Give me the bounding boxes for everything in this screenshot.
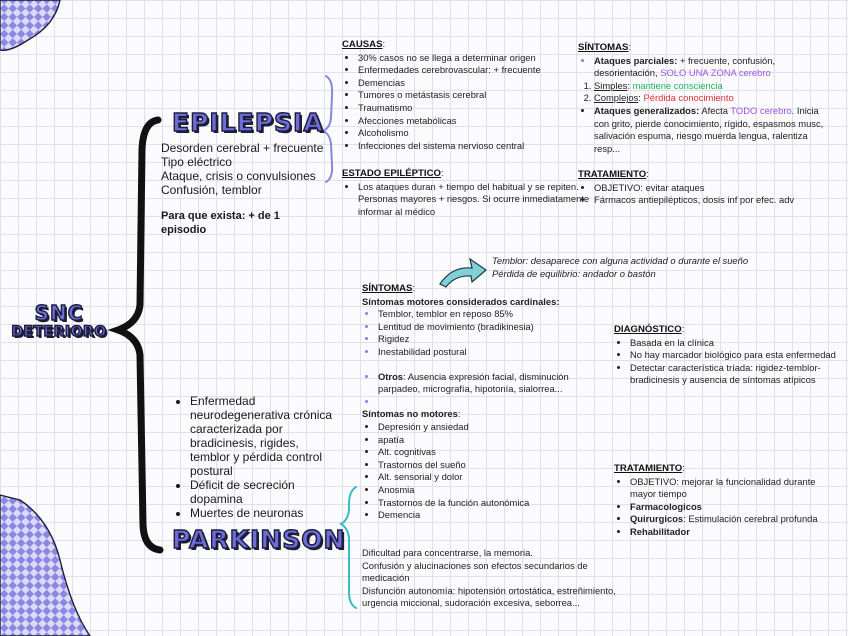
list-item: • Depresión y ansiedad bbox=[378, 421, 610, 434]
epilepsia-title: EPILEPSIA bbox=[172, 108, 324, 137]
list-item: • Rehabilitador bbox=[630, 526, 844, 539]
parkinson-extra: Dificultad para concentrarse, la memoria. Confusión y alucinaciones son efectos secundarios de medicación Disfunción autonomía: hipotensión ortostática, estreñimiento, urgencia miccional, sudoración excesiva, seborrea... bbox=[362, 547, 616, 609]
epilepsia-tratamiento-section: TRATAMIENTO: • OBJETIVO: evitar ataques • Fármacos antiepilépticos, dosis inf por efec. adv bbox=[578, 168, 836, 207]
causas-section: CAUSAS: • 30% casos no se llega a determinar origen • Enfermedades cerebrovascular: + frecuente • Demencias • Tumores o metástasis cerebral • Traumatismo • Afecciones metabólicas • Alcoholismo • Infecciones del sistema nervioso central bbox=[342, 38, 582, 152]
list-item: • Fármacos antiepilépticos, dosis inf por efec. adv bbox=[594, 194, 836, 207]
tratamiento-header: TRATAMIENTO bbox=[578, 169, 647, 180]
epilepsia-line: Tipo eléctrico bbox=[161, 155, 232, 169]
snc-title: SNC bbox=[34, 301, 84, 325]
list-item: 1. Simples: mantiene consciencia bbox=[594, 80, 836, 93]
estado-header: ESTADO EPILÉPTICO bbox=[342, 168, 441, 179]
list-item: • Enfermedad neurodegenerativa crónica caracterizada por bradicinesis, rigides, temblor y pérdida control postural bbox=[190, 394, 336, 478]
list-item: • Anosmia bbox=[378, 484, 610, 497]
list-item: • Traumatismo bbox=[358, 102, 582, 115]
list-item: • Demencia bbox=[378, 509, 610, 522]
list-item: • Infecciones del sistema nervioso central bbox=[358, 140, 582, 153]
epilepsia-para-que-exista: Para que exista: + de 1 episodio bbox=[161, 210, 280, 236]
sintomas-header: SÍNTOMAS bbox=[362, 283, 413, 294]
tratamiento-header: TRATAMIENTO bbox=[614, 463, 683, 474]
list-item: 2. Complejos: Pérdida conocimiento bbox=[594, 92, 836, 105]
motores-header: Síntomas motores considerados cardinales: bbox=[362, 295, 560, 307]
snc-subtitle: DETERIORO bbox=[11, 324, 107, 340]
list-item: • Tumores o metástasis cerebral bbox=[358, 89, 582, 102]
list-item: • Déficit de secreción dopamina bbox=[190, 478, 336, 506]
list-item: • Enfermedades cerebrovascular: + frecuente bbox=[358, 64, 582, 77]
parkinson-title: PARKINSON bbox=[172, 525, 346, 554]
list-item: • Otros: Ausencia expresión facial, disminución parpadeo, micrografía, hipotonía, sialorrea... bbox=[378, 371, 610, 396]
no-motores-header: Síntomas no motores bbox=[362, 408, 458, 420]
list-item: • Alt. sensorial y dolor bbox=[378, 471, 610, 484]
main-brace bbox=[118, 120, 160, 550]
parkinson-note: Temblor: desaparece con alguna actividad o durante el sueño Pérdida de equilibrio: andador o bastón bbox=[492, 255, 749, 279]
epilepsia-line: Confusión, temblor bbox=[161, 183, 262, 197]
checker-corner-bottom-left bbox=[0, 495, 90, 636]
list-item: • Trastornos de la función autonómica bbox=[378, 497, 610, 510]
list-item: • apatía bbox=[378, 434, 610, 447]
list-item: • Muertes de neuronas bbox=[190, 506, 336, 520]
list-item: • Alcoholismo bbox=[358, 127, 582, 140]
epilepsia-description bbox=[161, 141, 331, 237]
list-item: • Afecciones metabólicas bbox=[358, 115, 582, 128]
list-item: • OBJETIVO: evitar ataques bbox=[594, 182, 836, 195]
list-item: • Ataques generalizados: Afecta TODO cerebro. Inicia con grito, pierde conocimiento, rígido, espasmos musc, salivación espuma, riesgo muerda lengua, ralentiza resp... bbox=[594, 105, 836, 155]
parkinson-sintomas-section: SÍNTOMAS: Síntomas motores considerados cardinales: • Temblor, temblor en reposo 85% • Lentitud de movimiento (bradikinesia) • Rigidez • Inestabilidad postural • Otros: Ausencia expresión facial, disminución parpadeo, micrografía, hipotonía, sialorrea... • Síntomas no motores: • Depresión y ansiedad • apatía • Alt. cognitivas • Trastornos del sueño • Alt. sensorial y dolor • Anosmia • Trastornos de la función autonómica • Demencia bbox=[362, 282, 610, 522]
list-item: • Lentitud de movimiento (bradikinesia) bbox=[378, 321, 610, 334]
epilepsia-line: Desorden cerebral + frecuente bbox=[161, 141, 324, 155]
causas-header: CAUSAS bbox=[342, 39, 383, 50]
checker-corner-top-left bbox=[0, 0, 60, 50]
list-item: • Demencias bbox=[358, 77, 582, 90]
list-item: • 30% casos no se llega a determinar origen bbox=[358, 52, 582, 65]
list-item: • Alt. cognitivas bbox=[378, 446, 610, 459]
epilepsia-line: Ataque, crisis o convulsiones bbox=[161, 169, 316, 183]
list-item bbox=[378, 396, 610, 409]
estado-epileptico-section: ESTADO EPILÉPTICO: • Los ataques duran + tiempo del habitual y se repiten. Personas mayores + riesgos. Si ocurre inmediatamente informar al médico bbox=[342, 167, 592, 218]
list-item: • No hay marcador biológico para esta enfermedad bbox=[630, 349, 844, 362]
list-item: • Inestabilidad postural bbox=[378, 346, 610, 359]
list-item: • Detectar característica tríada: rigidez-temblor-bradicinesis y ausencia de síntomas atípicos bbox=[630, 362, 844, 387]
list-item: • Trastornos del sueño bbox=[378, 459, 610, 472]
epilepsia-sintomas-section: SÍNTOMAS: • Ataques parciales: + frecuente, confusión, desorientación, SOLO UNA ZONA cerebro 1. Simples: mantiene consciencia 2. Complejos: Pérdida conocimiento • Ataques generalizados: Afecta TODO cerebro. Inicia con grito, pierde conocimiento, rígido, espasmos musc, salivación espuma, riesgo muerda lengua, ralentiza resp... bbox=[578, 41, 836, 155]
list-item: • Ataques parciales: + frecuente, confusión, desorientación, SOLO UNA ZONA cerebro bbox=[594, 55, 836, 80]
list-item: • Temblor, temblor en reposo 85% bbox=[378, 308, 610, 321]
list-item: • Rigidez bbox=[378, 333, 610, 346]
snc-block bbox=[4, 302, 114, 340]
list-item: • Quirurgicos: Estimulación cerebral profunda bbox=[630, 513, 844, 526]
list-item: • Basada en la clínica bbox=[630, 337, 844, 350]
sintomas-header: SÍNTOMAS bbox=[578, 42, 629, 53]
diagnostico-header: DIAGNÓSTICO bbox=[614, 324, 682, 335]
list-item: • Los ataques duran + tiempo del habitual y se repiten. Personas mayores + riesgos. Si ocurre inmediatamente informar al médico bbox=[358, 181, 592, 219]
parkinson-description bbox=[176, 394, 336, 520]
parkinson-tratamiento-section: TRATAMIENTO: • OBJETIVO: mejorar la funcionalidad durante mayor tiempo • Farmacologicos • Quirurgicos: Estimulación cerebral profunda • Rehabilitador bbox=[614, 462, 844, 539]
list-item: • Farmacologicos bbox=[630, 501, 844, 514]
diagnostico-section: DIAGNÓSTICO: • Basada en la clínica • No hay marcador biológico para esta enfermedad • Detectar característica tríada: rigidez-temblor-bradicinesis y ausencia de síntomas atípicos bbox=[614, 323, 844, 387]
list-item: • OBJETIVO: mejorar la funcionalidad durante mayor tiempo bbox=[630, 476, 844, 501]
